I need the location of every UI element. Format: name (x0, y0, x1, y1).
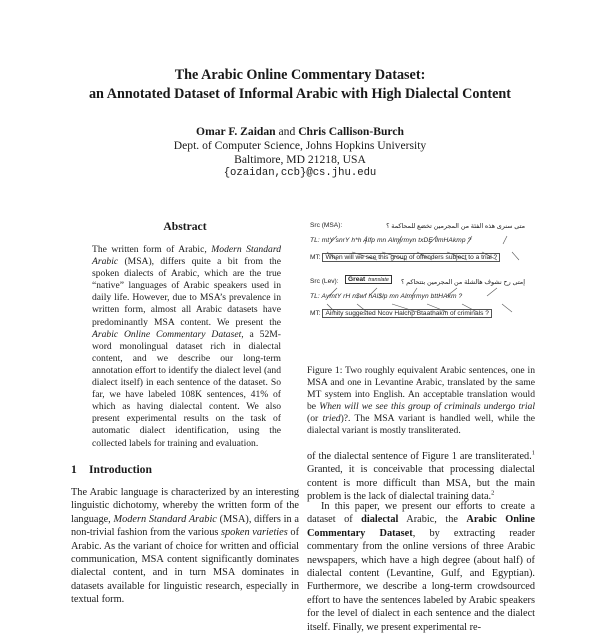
footnote-marker-2: 2 (491, 489, 495, 497)
author-2: Chris Callison-Burch (298, 125, 404, 138)
figure-transliteration-msa: TL: mtY snrY h*h Alfp mn Almjrmyn txDE llmHAkmp ? (310, 237, 472, 244)
figure-src-msa-label: Src (MSA): (310, 222, 343, 229)
intro-text-a: The Arabic language is characterized by an interesting linguistic dichotomy, whereby the written form of the language, (71, 487, 299, 525)
figure-mt-msa (310, 253, 500, 262)
figure-gloss-box (345, 275, 392, 284)
para2-bold-dialectal: dialectal (361, 514, 399, 526)
figure-transliteration-lev: TL: AymtY rH n$wf hAl$lp mn Almjrmyn bttHAkm ? (310, 293, 463, 300)
figure-src-lev-label: Src (Lev): (310, 278, 339, 285)
author-email: {ozaidan,ccb}@cs.jhu.edu (223, 167, 377, 179)
figure-src-lev-arabic: إمتى رح نشوف هالشلة من المجرمين بتتحاكم ؟ (401, 279, 525, 286)
para2-bold-dataset: Arabic Online Commentary Dataset (307, 514, 535, 539)
intro-text-c: of Arabic. As the variant of choice for written and official communication, MSA content significantly dominates dialectal content, and in turn MSA dominates in datasets available for linguistic research, especially in textual form. (71, 527, 299, 606)
section-number: 1 (71, 463, 77, 476)
section-heading (71, 463, 299, 476)
abstract-text-b: (MSA), differs quite a bit from the spoken dialects of Arabic, which are the true “native” languages of Arabic speakers used in daily life. However, due to MSA’s prevalence in written form, almost all Arabic datasets have predominantly MSA content. We present the (92, 256, 281, 328)
figure-1 (307, 218, 537, 350)
figure-gloss-word: Great (348, 276, 366, 283)
figure-mt-msa-prefix: MT: (310, 254, 323, 261)
caption-italic-1: When will we see this group of criminals undergo trial (319, 401, 535, 413)
abstract-text-a: The written form of Arabic, (92, 244, 212, 255)
author-address: Baltimore, MD 21218, USA (234, 153, 366, 166)
intro-spoken-term: spoken varieties (221, 527, 288, 539)
figure-mt-lev (310, 309, 492, 318)
figure-src-msa-arabic: متى سنرى هذه الفئة من المجرمين تخضع للمحاكمة ؟ (386, 223, 525, 230)
para1-text-b: Granted, it is conceivable that processing dialectal content is more difficult than MSA, but the main problem is the lack of dialectal training data. (307, 464, 535, 503)
para2-text-a: In this paper, we present our efforts to create a dataset of (307, 501, 535, 526)
figure-gloss-note: translate (368, 277, 389, 283)
para2-text-b: Arabic, the (398, 514, 467, 526)
paper-title-line-1: The Arabic Online Commentary Dataset: (174, 67, 426, 83)
figure-mt-lev-prefix: MT: (310, 310, 323, 317)
caption-mid: (or (307, 413, 323, 425)
right-paragraph-2 (307, 500, 535, 634)
figure-mt-msa-output: When will we see this group of offenders subject to a trial ? (322, 253, 500, 262)
abstract-msa-term: Modern Standard Arabic (92, 244, 281, 268)
paper-title-line-2: an Annotated Dataset of Informal Arabic with High Dialectal Content (88, 86, 512, 102)
abstract-dataset-name: Arabic Online Commentary Dataset (92, 328, 242, 340)
author-names (0, 125, 600, 139)
author-affiliation: Dept. of Computer Science, Johns Hopkins University (173, 139, 427, 152)
author-1: Omar F. Zaidan (196, 125, 276, 138)
section-title: Introduction (89, 463, 152, 476)
caption-italic-2: tried (322, 413, 341, 425)
intro-msa-term: Modern Standard Arabic (113, 513, 217, 525)
figure-mt-lev-output: Aimity suggested Ncov Halchp Btaathakm of criminals ? (322, 309, 491, 318)
caption-text-a: Figure 1: Two roughly equivalent Arabic sentences, one in MSA and one in Levantine Arabic, translated by the same MT system into English. An acceptable translation would be (307, 365, 535, 413)
caption-text-b: )?. The MSA variant is handled well, while the dialectal variant is mostly transliterated. (307, 413, 535, 437)
abstract-text-c: , a 52M-word monolingual dataset rich in dialectal content, and we describe our long-term annotation effort to identify the dialect level (and dialect itself) in each sentence of the dataset. So far, we have labeled 108K sentences, 41% of which as having dialectal content. We also present experimental results on the task of automatic dialect identification, using the collected labels for training and evaluation. (92, 328, 281, 449)
abstract-heading: Abstract (163, 220, 207, 233)
para2-text-c: , by extracting reader commentary from the online versions of three Arabic newspapers, which have a high degree (about half) of dialectal content (Levantine, Gulf, and Egyptian). Furthermore, we describe a long-term crowdsourced effort to have the sentences labeled by Arabic speakers for the level of dialect in each sentence and the dialect itself. Finally, we present experimental re- (307, 527, 535, 633)
footnote-marker-1: 1 (531, 449, 535, 457)
para1-text-a: of the dialectal sentence of Figure 1 are transliterated. (307, 451, 532, 462)
figure-1-caption (307, 365, 535, 438)
author-conjunction: and (278, 125, 296, 138)
introduction-body (71, 486, 299, 607)
right-paragraph-1 (307, 450, 535, 504)
intro-text-b: (MSA), differs in a non-trivial fashion from the various (71, 513, 299, 539)
abstract-body (92, 244, 281, 450)
